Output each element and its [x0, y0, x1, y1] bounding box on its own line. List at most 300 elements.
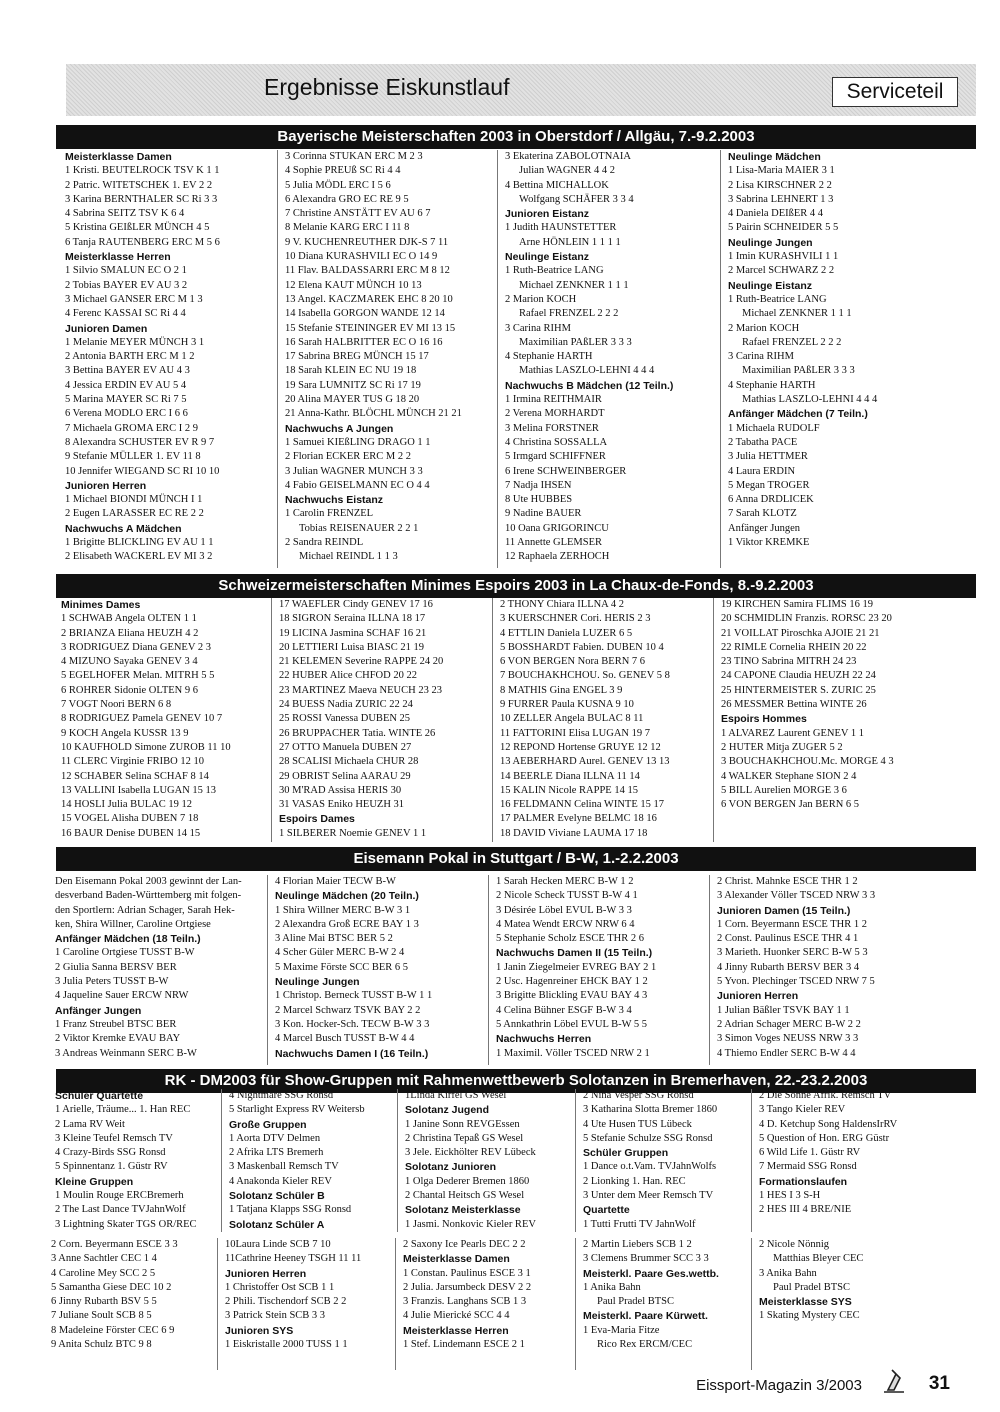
result-line: 2 HUTER Mitja ZUGER 5 2: [721, 741, 843, 753]
result-line: 15 Stefanie STEININGER EV MI 13 15: [285, 322, 456, 334]
result-line: 6 VON BERGEN Nora BERN 7 6: [500, 656, 646, 668]
result-line: 3 Jele. Eickhölter REV Lübeck: [405, 1147, 536, 1159]
result-line: 1 Tatjana Klapps SSG Ronsd: [229, 1204, 352, 1216]
result-line: Maximilian PAßLER 3 3 3: [742, 365, 855, 377]
category-heading: Solotanz Meisterklasse: [405, 1204, 521, 1217]
result-line: 27 OTTO Manuela DUBEN 27: [279, 741, 412, 753]
result-line: 5 BILL Aurelien MORGE 3 6: [721, 784, 847, 796]
result-line: 6 Tanja RAUTENBERG ERC M 5 6: [65, 236, 220, 248]
result-line: Rafael FRENZEL 2 2 2: [742, 336, 842, 348]
result-line: 1 SILBERER Noemie GENEV 1 1: [279, 827, 427, 839]
result-line: 5 Yvon. Plechinger TSCED NRW 7 5: [717, 976, 875, 988]
result-line: 1 Lisa-Maria MAIER 3 1: [728, 165, 835, 177]
result-line: 2 The Last Dance TVJahnWolf: [55, 1204, 186, 1216]
result-line: 4 Thiemo Endler SERC B-W 4 4: [717, 1047, 856, 1059]
result-line: 20 SCHMIDLIN Franzis. RORSC 23 20: [721, 613, 892, 625]
result-line: 1 Franz Streubel BTSC BER: [55, 1018, 177, 1030]
result-line: 13 AEBERHARD Aurel. GENEV 13 13: [500, 756, 670, 768]
result-line: 2 Usc. Hagenreiner EHCK BAY 1 2: [496, 976, 648, 988]
result-line: 2 Chantal Heitsch GS Wesel: [405, 1190, 525, 1202]
result-line: Michael ZENKNER 1 1 1: [742, 308, 852, 320]
result-line: Mathias LASZLO-LEHNI 4 4 4: [742, 394, 878, 406]
result-line: 1 SCHWAB Angela OLTEN 1 1: [61, 613, 197, 625]
result-line: 3 Maskenball Remsch TV: [229, 1161, 339, 1173]
results-column: [62, 150, 278, 568]
result-line: 5 Question of Hon. ERG Güstr: [759, 1132, 890, 1144]
result-line: 2 Lama RV Weit: [55, 1118, 125, 1130]
results-column: [725, 150, 975, 568]
result-line: 4 WALKER Stephane SION 2 4: [721, 770, 857, 782]
result-line: 4 Stephanie HARTH: [728, 379, 816, 391]
result-line: 4 Jessica ERDIN EV AU 5 4: [65, 379, 187, 391]
result-line: 1 Eiskristalle 2000 TUSS 1 1: [225, 1339, 348, 1351]
results-column: [580, 1089, 752, 1232]
result-line: 1 Eva-Maria Fitze: [583, 1324, 660, 1336]
result-line: 21 VOILLAT Piroschka AJOIE 21 21: [721, 627, 880, 639]
result-line: 11Cathrine Heeney TSGH 11 11: [225, 1253, 362, 1265]
result-line: 1 Caroline Ortgiese TUSST B-W: [55, 947, 195, 959]
result-line: 13 VALLINI Isabella LUGAN 15 13: [61, 784, 217, 796]
category-heading: Neulinge Mädchen: [728, 151, 821, 163]
results-column: [52, 875, 268, 1065]
result-line: desverband Baden-Württemberg mit folgen-: [55, 890, 242, 902]
category-heading: Quartette: [583, 1204, 630, 1217]
result-line: Michael ZENKNER 1 1 1: [519, 279, 629, 291]
result-line: 16 BAUR Denise DUBEN 14 15: [61, 827, 201, 839]
result-line: 2 Florian ECKER ERC M 2 2: [285, 451, 412, 463]
result-line: 3 Franzis. Langhans SCB 1 3: [403, 1296, 527, 1308]
result-line: 2 Corn. Beyermann ESCE 3 3: [51, 1239, 178, 1250]
result-line: 11 FATTORINI Elisa LUGAN 19 7: [500, 727, 651, 739]
result-line: 2 Antonia BARTH ERC M 1 2: [65, 351, 195, 363]
result-line: 1 Tutti Frutti TV JahnWolf: [583, 1218, 696, 1230]
result-line: 2 Const. Paulinus ESCE THR 4 1: [717, 933, 859, 945]
category-heading: Junioren Herren: [717, 990, 799, 1003]
result-line: 8 Ute HUBBES: [505, 494, 573, 506]
result-line: 8 Alexandra SCHUSTER EV R 9 7: [65, 436, 215, 448]
result-line: Matthias Bleyer CEC: [773, 1253, 864, 1265]
skater-logo-icon: [874, 1368, 914, 1396]
result-line: 7 VOGT Noori BERN 6 8: [61, 699, 172, 711]
result-line: 2 Viktor Kremke EVAU BAY: [55, 1033, 181, 1045]
category-heading: Anfänger Mädchen (18 Teiln.): [55, 933, 201, 946]
result-line: 2 Afrika LTS Bremerh: [229, 1147, 324, 1159]
category-heading: Solotanz Junioren: [405, 1161, 497, 1174]
result-line: 22 HUBER Alice CHFOD 20 22: [279, 670, 417, 682]
result-line: 28 SCALISI Michaela CHUR 28: [279, 756, 419, 768]
result-line: 24 CAPONE Claudia HEUZH 22 24: [721, 670, 876, 682]
result-line: 7 Nadja IHSEN: [505, 479, 572, 491]
category-heading: Meisterklasse Herren: [65, 251, 171, 264]
result-line: 11 CLERC Virginie FRIBO 12 10: [61, 756, 204, 768]
results-column: [400, 1238, 576, 1370]
result-line: 2 Adrian Schager MERC B-W 2 2: [717, 1018, 861, 1030]
result-line: 9 Nadine BAUER: [505, 508, 582, 520]
result-line: 16 FELDMANN Celina WINTE 15 17: [500, 799, 664, 811]
result-line: 3 Michael GANSER ERC M 1 3: [65, 293, 203, 305]
result-line: 3 Unter dem Meer Remsch TV: [583, 1190, 714, 1202]
result-line: 3 Kleine Teufel Remsch TV: [55, 1132, 173, 1144]
result-line: 18 SIGRON Seraina ILLNA 18 17: [279, 613, 426, 625]
result-line: 2 Christ. Mahnke ESCE THR 1 2: [717, 876, 858, 887]
result-line: 1 Moulin Rouge ERCBremerh: [55, 1190, 184, 1202]
result-line: 1 Constan. Paulinus ESCE 3 1: [403, 1267, 531, 1279]
result-line: 1 Janine Sonn REVGEssen: [405, 1118, 520, 1130]
result-line: 9 KOCH Angela KUSSR 13 9: [61, 727, 189, 739]
result-line: 5 Megan TROGER: [728, 479, 810, 491]
result-line: 13 Angel. KACZMAREK EHC 8 20 10: [285, 293, 453, 305]
result-line: 11 Annette GLEMSER: [505, 537, 603, 549]
result-line: 1 Aorta DTV Delmen: [229, 1132, 321, 1144]
category-heading: Espoirs Hommes: [721, 713, 807, 726]
result-line: 1 ALVAREZ Laurent GENEV 1 1: [721, 727, 865, 739]
result-line: 4 Bettina MICHALLOK: [505, 179, 609, 191]
category-heading: Junioren Herren: [225, 1267, 307, 1280]
result-line: 10 Oana GRIGORINCU: [505, 522, 609, 534]
result-line: 3 BOUCHAKHCHOU.Mc. MORGE 4 3: [721, 756, 894, 768]
result-line: 21 Anna-Kathr. BLÖCHL MÜNCH 21 21: [285, 408, 462, 420]
result-line: 8 RODRIGUEZ Pamela GENEV 10 7: [61, 713, 223, 725]
result-line: 5 Irmgard SCHIFFNER: [505, 451, 606, 463]
result-line: 1 Carolin FRENZEL: [285, 508, 374, 520]
result-line: 7 Mermaid SSG Ronsd: [759, 1161, 857, 1173]
result-line: 2 Tobias BAYER EV AU 3 2: [65, 279, 188, 291]
result-line: Michael REINDL 1 1 3: [299, 551, 398, 563]
result-line: 19 LICINA Jasmina SCHAF 16 21: [279, 627, 427, 639]
result-line: 1 Jasmi. Nonkovic Kieler REV: [405, 1218, 536, 1230]
result-line: 2 Christina Tepaß GS Wesel: [405, 1132, 524, 1144]
category-heading: Minimes Dames: [61, 599, 141, 611]
result-line: 2 Giulia Sanna BERSV BER: [55, 961, 177, 973]
result-line: Arne HÖNLEIN 1 1 1 1: [519, 236, 621, 248]
result-line: 20 Alina MAYER TUS G 18 20: [285, 394, 420, 406]
results-column: [756, 1238, 956, 1370]
category-heading: Nachwuchs Damen I (16 Teiln.): [275, 1047, 429, 1060]
result-line: 4 Fabio GEISELMANN EC O 4 4: [285, 479, 430, 491]
result-line: 4 Florian Maier TECW B-W: [275, 876, 396, 887]
results-column: [580, 1238, 752, 1370]
page-title: Ergebnisse Eiskunstlauf: [264, 74, 510, 100]
result-line: 31 VASAS Eniko HEUZH 31: [279, 799, 405, 811]
result-line: 3 Marieth. Huonker SERC B-W 5 3: [717, 947, 868, 959]
result-line: 4 Caroline Mey SCC 2 5: [51, 1267, 156, 1279]
result-line: 2 Martin Liebers SCB 1 2: [583, 1239, 692, 1250]
result-line: 4 Stephanie HARTH: [505, 351, 593, 363]
result-line: Rico Rex ERCM/CEC: [597, 1339, 693, 1351]
category-heading: Anfänger Jungen: [55, 1004, 142, 1017]
category-heading: Junioren Herren: [65, 479, 147, 492]
result-line: 4 Daniela DEIßER 4 4: [728, 208, 824, 220]
result-line: 2 Julia. Jarsumbeck DESV 2 2: [403, 1281, 532, 1293]
result-line: 9 FURRER Paula KUSNA 9 10: [500, 699, 634, 711]
result-line: 2 Saxony Ice Pearls DEC 2 2: [403, 1239, 526, 1250]
category-heading: Meisterkl. Paare Kürwett.: [583, 1310, 708, 1323]
results-column: [502, 150, 721, 568]
result-line: 30 M'RAD Assisa HERIS 30: [279, 784, 402, 796]
result-line: 2 Sandra REINDL: [285, 537, 364, 549]
result-line: 3 Aline Mai BTSC BER 5 2: [275, 933, 393, 945]
page-footer: [690, 1374, 950, 1398]
result-line: 2 Phili. Tischendorf SCB 2 2: [225, 1296, 347, 1308]
result-line: Rafael FRENZEL 2 2 2: [519, 308, 619, 320]
result-line: 4 ETTLIN Daniela LUZER 6 5: [500, 627, 633, 639]
result-line: 4 Christina SOSSALLA: [505, 436, 608, 448]
result-line: Julian WAGNER 4 4 2: [519, 165, 616, 177]
result-line: 12 Elena KAUT MÜNCH 10 13: [285, 279, 422, 291]
result-line: Wolfgang SCHÄFER 3 3 4: [519, 193, 634, 205]
category-heading: Schüler Gruppen: [583, 1147, 669, 1160]
category-heading: Junioren SYS: [225, 1324, 294, 1337]
result-line: Maximilian PAßLER 3 3 3: [519, 336, 632, 348]
result-line: 5 Stephanie Scholz ESCE THR 2 6: [496, 933, 644, 945]
result-line: 2 Patric. WITETSCHEK 1. EV 2 2: [65, 179, 213, 191]
results-column: [756, 1089, 956, 1232]
result-line: 1 Kristi. BEUTELROCK TSV K 1 1: [65, 165, 220, 177]
results-column: [718, 598, 968, 842]
category-heading: Junioren Eistanz: [505, 208, 590, 221]
result-line: 17 PALMER Evelyne BELMC 18 16: [500, 813, 657, 825]
category-heading: Neulinge Jungen: [275, 976, 360, 989]
result-line: 18 DAVID Viviane LAUMA 17 18: [500, 827, 648, 839]
category-heading: Solotanz Schüler A: [229, 1218, 325, 1231]
result-line: 2 Marcel Schwarz TSVK BAY 2 2: [275, 1004, 421, 1016]
result-line: 5 Stefanie Schulze SSG Ronsd: [583, 1132, 713, 1144]
result-line: 3 Désirée Löbel EVUL B-W 3 3: [496, 904, 632, 916]
category-heading: Nachwuchs Eistanz: [285, 494, 384, 507]
result-line: 6 Alexandra GRO EC RE 9 5: [285, 193, 409, 205]
result-line: 3 Julian WAGNER MUNCH 3 3: [285, 465, 423, 477]
result-line: 3 Alexander Völler TSCED NRW 3 3: [717, 890, 876, 902]
category-heading: Junioren Damen: [65, 322, 148, 335]
result-line: 23 TINO Sabrina MITRH 24 23: [721, 656, 857, 668]
result-line: 5 Samantha Giese DEC 10 2: [51, 1281, 172, 1293]
result-line: 9 Stefanie MÜLLER 1. EV 11 8: [65, 451, 201, 463]
result-line: 3 Brigitte Blickling EVAU BAY 4 3: [496, 990, 648, 1002]
result-line: 1 Irmina REITHMAIR: [505, 394, 602, 406]
section-tag: Serviceteil: [832, 77, 958, 107]
result-line: 2 BRIANZA Eliana HEUZH 4 2: [61, 627, 199, 639]
category-heading: Formationslaufen: [759, 1175, 848, 1188]
result-line: 4 Marcel Busch TUSST B-W 4 4: [275, 1033, 415, 1045]
category-heading: Neulinge Eistanz: [505, 251, 590, 264]
result-line: 3 Clemens Brummer SCC 3 3: [583, 1253, 709, 1265]
result-line: 6 ROHRER Sidonie OLTEN 9 6: [61, 684, 198, 696]
result-line: 2 Lionking 1. Han. REC: [583, 1175, 686, 1187]
result-line: 1 Silvio SMALUN EC O 2 1: [65, 265, 187, 277]
result-line: 3 Carina RIHM: [505, 322, 571, 334]
result-line: 12 Raphaela ZERHOCH: [505, 551, 610, 563]
result-line: 10 Jennifer WIEGAND SC RI 10 10: [65, 465, 220, 477]
result-line: 15 KALIN Nicole RAPPE 14 15: [500, 784, 638, 796]
results-column: [714, 875, 964, 1065]
result-line: 4 Sophie PREUß SC Ri 4 4: [285, 165, 401, 177]
category-heading: Nachwuchs Damen II (15 Teiln.): [496, 947, 653, 960]
result-line: 6 Irene SCHWEINBERGER: [505, 465, 627, 477]
category-heading: Neulinge Jungen: [728, 236, 813, 249]
result-line: 8 MATHIS Gina ENGEL 3 9: [500, 684, 623, 696]
result-line: 4 D. Ketchup Song HaldensIrRV: [759, 1118, 898, 1130]
result-line: 1 Imin KURASHVILI 1 1: [728, 251, 839, 263]
results-column: [48, 1238, 218, 1370]
result-line: 1 Shira Willner MERC B-W 3 1: [275, 904, 411, 916]
result-line: 5 Julia MÖDL ERC I 5 6: [285, 179, 391, 191]
result-line: 1 Arielle, Träume... 1. Han REC: [55, 1104, 191, 1116]
section-title-eisemann: Eisemann Pokal in Stuttgart / B-W, 1.-2.2.2003: [56, 847, 976, 871]
result-line: 5 Spinnentanz 1. Güstr RV: [55, 1161, 168, 1173]
result-line: 3 Ekaterina ZABOLOTNAIA: [505, 151, 631, 162]
result-line: 1 Olga Dederer Bremen 1860: [405, 1175, 530, 1187]
section-title-rk-dm: RK - DM2003 für Show-Gruppen mit Rahmenwettbewerb Solotanzen in Bremerhaven, 22.-23.2.2003: [56, 1069, 976, 1093]
result-line: 5 Annkathrin Löbel EVUL B-W 5 5: [496, 1018, 648, 1030]
category-heading: Kleine Gruppen: [55, 1175, 134, 1188]
result-line: 2 Alexandra Groß ECRE BAY 1 3: [275, 918, 419, 930]
result-line: 2 Marcel SCHWARZ 2 2: [728, 265, 835, 277]
result-line: 1 HES I 3 S-H: [759, 1190, 821, 1202]
result-line: 4 Jaqueline Sauer ERCW NRW: [55, 990, 189, 1002]
result-line: 2 Verena MORHARDT: [505, 408, 605, 420]
result-line: 23 MARTINEZ Maeva NEUCH 23 23: [279, 684, 442, 696]
result-line: 4 Laura ERDIN: [728, 465, 796, 477]
result-line: 3 Anne Sachtler CEC 1 4: [51, 1253, 157, 1265]
result-line: 6 Anna DRDLICEK: [728, 494, 814, 506]
result-line: 2 Elisabeth WACKERL EV MI 3 2: [65, 551, 213, 563]
category-heading: Nachwuchs A Jungen: [285, 422, 394, 435]
result-line: 4 Julie Mierické SCC 4 4: [403, 1310, 510, 1322]
results-column: [493, 875, 710, 1065]
result-line: 14 HOSLI Julia BULAC 19 12: [61, 799, 192, 811]
section-title-schweiz: Schweizermeisterschaften Minimes Espoirs 2003 in La Chaux-de-Fonds, 8.-9.2.2003: [56, 574, 976, 598]
result-line: 12 REPOND Hortense GRUYE 12 12: [500, 741, 661, 753]
result-line: 1 Christoffer Ost SCB 1 1: [225, 1281, 335, 1293]
category-heading: Junioren Damen (15 Teiln.): [717, 904, 851, 917]
category-heading: Anfänger Mädchen (7 Teiln.): [728, 408, 868, 421]
result-line: 5 Maxime Förste SCC BER 6 5: [275, 961, 409, 973]
result-line: 10 ZELLER Angela BULAC 8 11: [500, 713, 644, 725]
result-line: 1 Ruth-Beatrice LANG: [728, 293, 827, 305]
category-heading: Nachwuchs B Mädchen (12 Teiln.): [505, 379, 674, 392]
result-line: 5 Starlight Express RV Weitersb: [229, 1104, 365, 1116]
section-title-bayern: Bayerische Meisterschaften 2003 in Oberstdorf / Allgäu, 7.-9.2.2003: [56, 125, 976, 149]
result-line: 4 Sabrina SEITZ TSV K 6 4: [65, 208, 185, 220]
result-line: 1 Dance o.t.Vam. TVJahnWolfs: [583, 1161, 717, 1173]
result-line: Anfänger Jungen: [728, 522, 801, 534]
result-line: 24 BUESS Nadia ZURIC 22 24: [279, 699, 413, 711]
result-line: 3 Sabrina LEHNERT 1 3: [728, 193, 834, 205]
result-line: Den Eisemann Pokal 2003 gewinnt der Lan-: [55, 876, 242, 887]
result-line: 3 Simon Voges NEUSS NRW 3 3: [717, 1033, 859, 1045]
result-line: 4 Nightmare SSG Ronsd: [229, 1090, 334, 1101]
category-heading: Meisterklasse Herren: [403, 1324, 509, 1337]
category-heading: Schüler Quartette: [55, 1090, 144, 1102]
result-line: Paul Pradel BTSC: [773, 1281, 851, 1293]
result-line: 1 Janin Ziegelmeier EVREG BAY 2 1: [496, 961, 657, 973]
result-line: 5 BOSSHARDT Fabien. DUBEN 10 4: [500, 641, 664, 653]
result-line: 19 Sara LUMNITZ SC Ri 17 19: [285, 379, 421, 391]
result-line: 3 KUERSCHNER Cori. HERIS 2 3: [500, 613, 651, 625]
result-line: 3 Kon. Hocker-Sch. TECW B-W 3 3: [275, 1018, 430, 1030]
result-line: 25 HINTERMEISTER S. ZURIC 25: [721, 684, 876, 696]
result-line: 2 Tabatha PACE: [728, 436, 798, 448]
result-line: 25 ROSSI Vanessa DUBEN 25: [279, 713, 411, 725]
category-heading: Nachwuchs A Mädchen: [65, 522, 182, 535]
result-line: 19 KIRCHEN Samira FLIMS 16 19: [721, 599, 873, 610]
result-line: 1 Viktor KREMKE: [728, 537, 810, 549]
results-column: [58, 598, 272, 842]
result-line: 2 Marion KOCH: [728, 322, 800, 334]
result-line: 4 MIZUNO Sayaka GENEV 3 4: [61, 656, 198, 668]
result-line: 5 Pairin SCHNEIDER 5 5: [728, 222, 839, 234]
result-line: 15 VOGEL Alisha DUBEN 7 18: [61, 813, 199, 825]
result-line: 1 Skating Mystery CEC: [759, 1310, 860, 1322]
result-line: 2 Nicole Scheck TUSST B-W 4 1: [496, 890, 638, 902]
result-line: 1 Ruth-Beatrice LANG: [505, 265, 604, 277]
page-number: 31: [928, 1373, 950, 1394]
result-line: 3 Julia Peters TUSST B-W: [55, 976, 169, 988]
result-line: Paul Pradel BTSC: [597, 1296, 675, 1308]
result-line: 26 MESSMER Bettina WINTE 26: [721, 699, 867, 711]
result-line: 5 Marina MAYER SC Ri 7 5: [65, 394, 187, 406]
results-column: [402, 1089, 576, 1232]
result-line: 6 Wild Life 1. Güstr RV: [759, 1147, 861, 1159]
category-heading: Neulinge Eistanz: [728, 279, 813, 292]
results-column: [497, 598, 714, 842]
result-line: 8 Melanie KARG ERC I 11 8: [285, 222, 410, 234]
result-line: 20 LETTIERI Luisa BIASC 21 19: [279, 641, 424, 653]
result-line: 4 Crazy-Birds SSG Ronsd: [55, 1147, 166, 1159]
result-line: 1 Julian Bäßler TSVK BAY 1 1: [717, 1004, 850, 1016]
result-line: 5 Kristina GEIßLER MÜNCH 4 5: [65, 222, 210, 234]
result-line: 3 Carina RIHM: [728, 351, 794, 363]
result-line: 3 Katharina Slotta Bremer 1860: [583, 1104, 718, 1116]
result-line: 9 V. KUCHENREUTHER DJK-S 7 11: [285, 236, 449, 248]
category-heading: Meisterklasse Damen: [65, 151, 172, 163]
result-line: 29 OBRIST Selina AARAU 29: [279, 770, 411, 782]
result-line: 6 Verena MODLO ERC I 6 6: [65, 408, 188, 420]
result-line: 4 Celina Bühner ESGF B-W 3 4: [496, 1004, 632, 1016]
result-line: 4 Jinny Rubarth BERSV BER 3 4: [717, 961, 860, 973]
result-line: 21 KELEMEN Severine RAPPE 24 20: [279, 656, 444, 668]
result-line: 1 Michael BIONDI MÜNCH I 1: [65, 494, 203, 506]
result-line: 2 Marion KOCH: [505, 293, 577, 305]
result-line: 3 Anika Bahn: [759, 1267, 817, 1279]
result-line: 4 Ute Husen TUS Lübeck: [583, 1118, 692, 1130]
result-line: 4 Anakonda Kieler REV: [229, 1175, 332, 1187]
result-line: 17 Sabrina BREG MÜNCH 15 17: [285, 351, 429, 363]
result-line: 3 RODRIGUEZ Diana GENEV 2 3: [61, 641, 211, 653]
magazine-name: Eissport-Magazin 3/2003: [696, 1377, 862, 1394]
result-line: 1 Maximil. Völler TSCED NRW 2 1: [496, 1047, 650, 1059]
result-line: 16 Sarah HALBRITTER EC O 16 16: [285, 336, 443, 348]
result-line: 17 WAEFLER Cindy GENEV 17 16: [279, 599, 433, 610]
category-heading: Meisterklasse SYS: [759, 1296, 852, 1309]
result-line: 1Linda Kirfel GS Wesel: [405, 1090, 507, 1101]
result-line: Mathias LASZLO-LEHNI 4 4 4: [519, 365, 655, 377]
result-line: 10Laura Linde SCB 7 10: [225, 1239, 331, 1250]
result-line: 2 Die Sonne Afrik. Remsch TV: [759, 1090, 892, 1101]
page-header: [66, 64, 976, 116]
result-line: 11 Flav. BALDASSARRI ERC M 8 12: [285, 265, 450, 277]
result-line: 4 Matea Wendt ERCW NRW 6 4: [496, 918, 635, 930]
result-line: 10 Diana KURASHVILI EC O 14 9: [285, 251, 438, 263]
result-line: 1 Michaela RUDOLF: [728, 422, 820, 434]
result-line: 7 BOUCHAKHCHOU. So. GENEV 5 8: [500, 670, 670, 682]
result-line: 18 Sarah KLEIN EC NU 19 18: [285, 365, 417, 377]
result-line: 1 Anika Bahn: [583, 1281, 641, 1293]
result-line: 4 Scher Güler MERC B-W 2 4: [275, 947, 405, 959]
category-heading: Solotanz Schüler B: [229, 1190, 325, 1203]
result-line: Tobias REISENAUER 2 2 1: [299, 522, 419, 534]
result-line: 10 KAUFHOLD Simone ZUROB 11 10: [61, 741, 231, 753]
